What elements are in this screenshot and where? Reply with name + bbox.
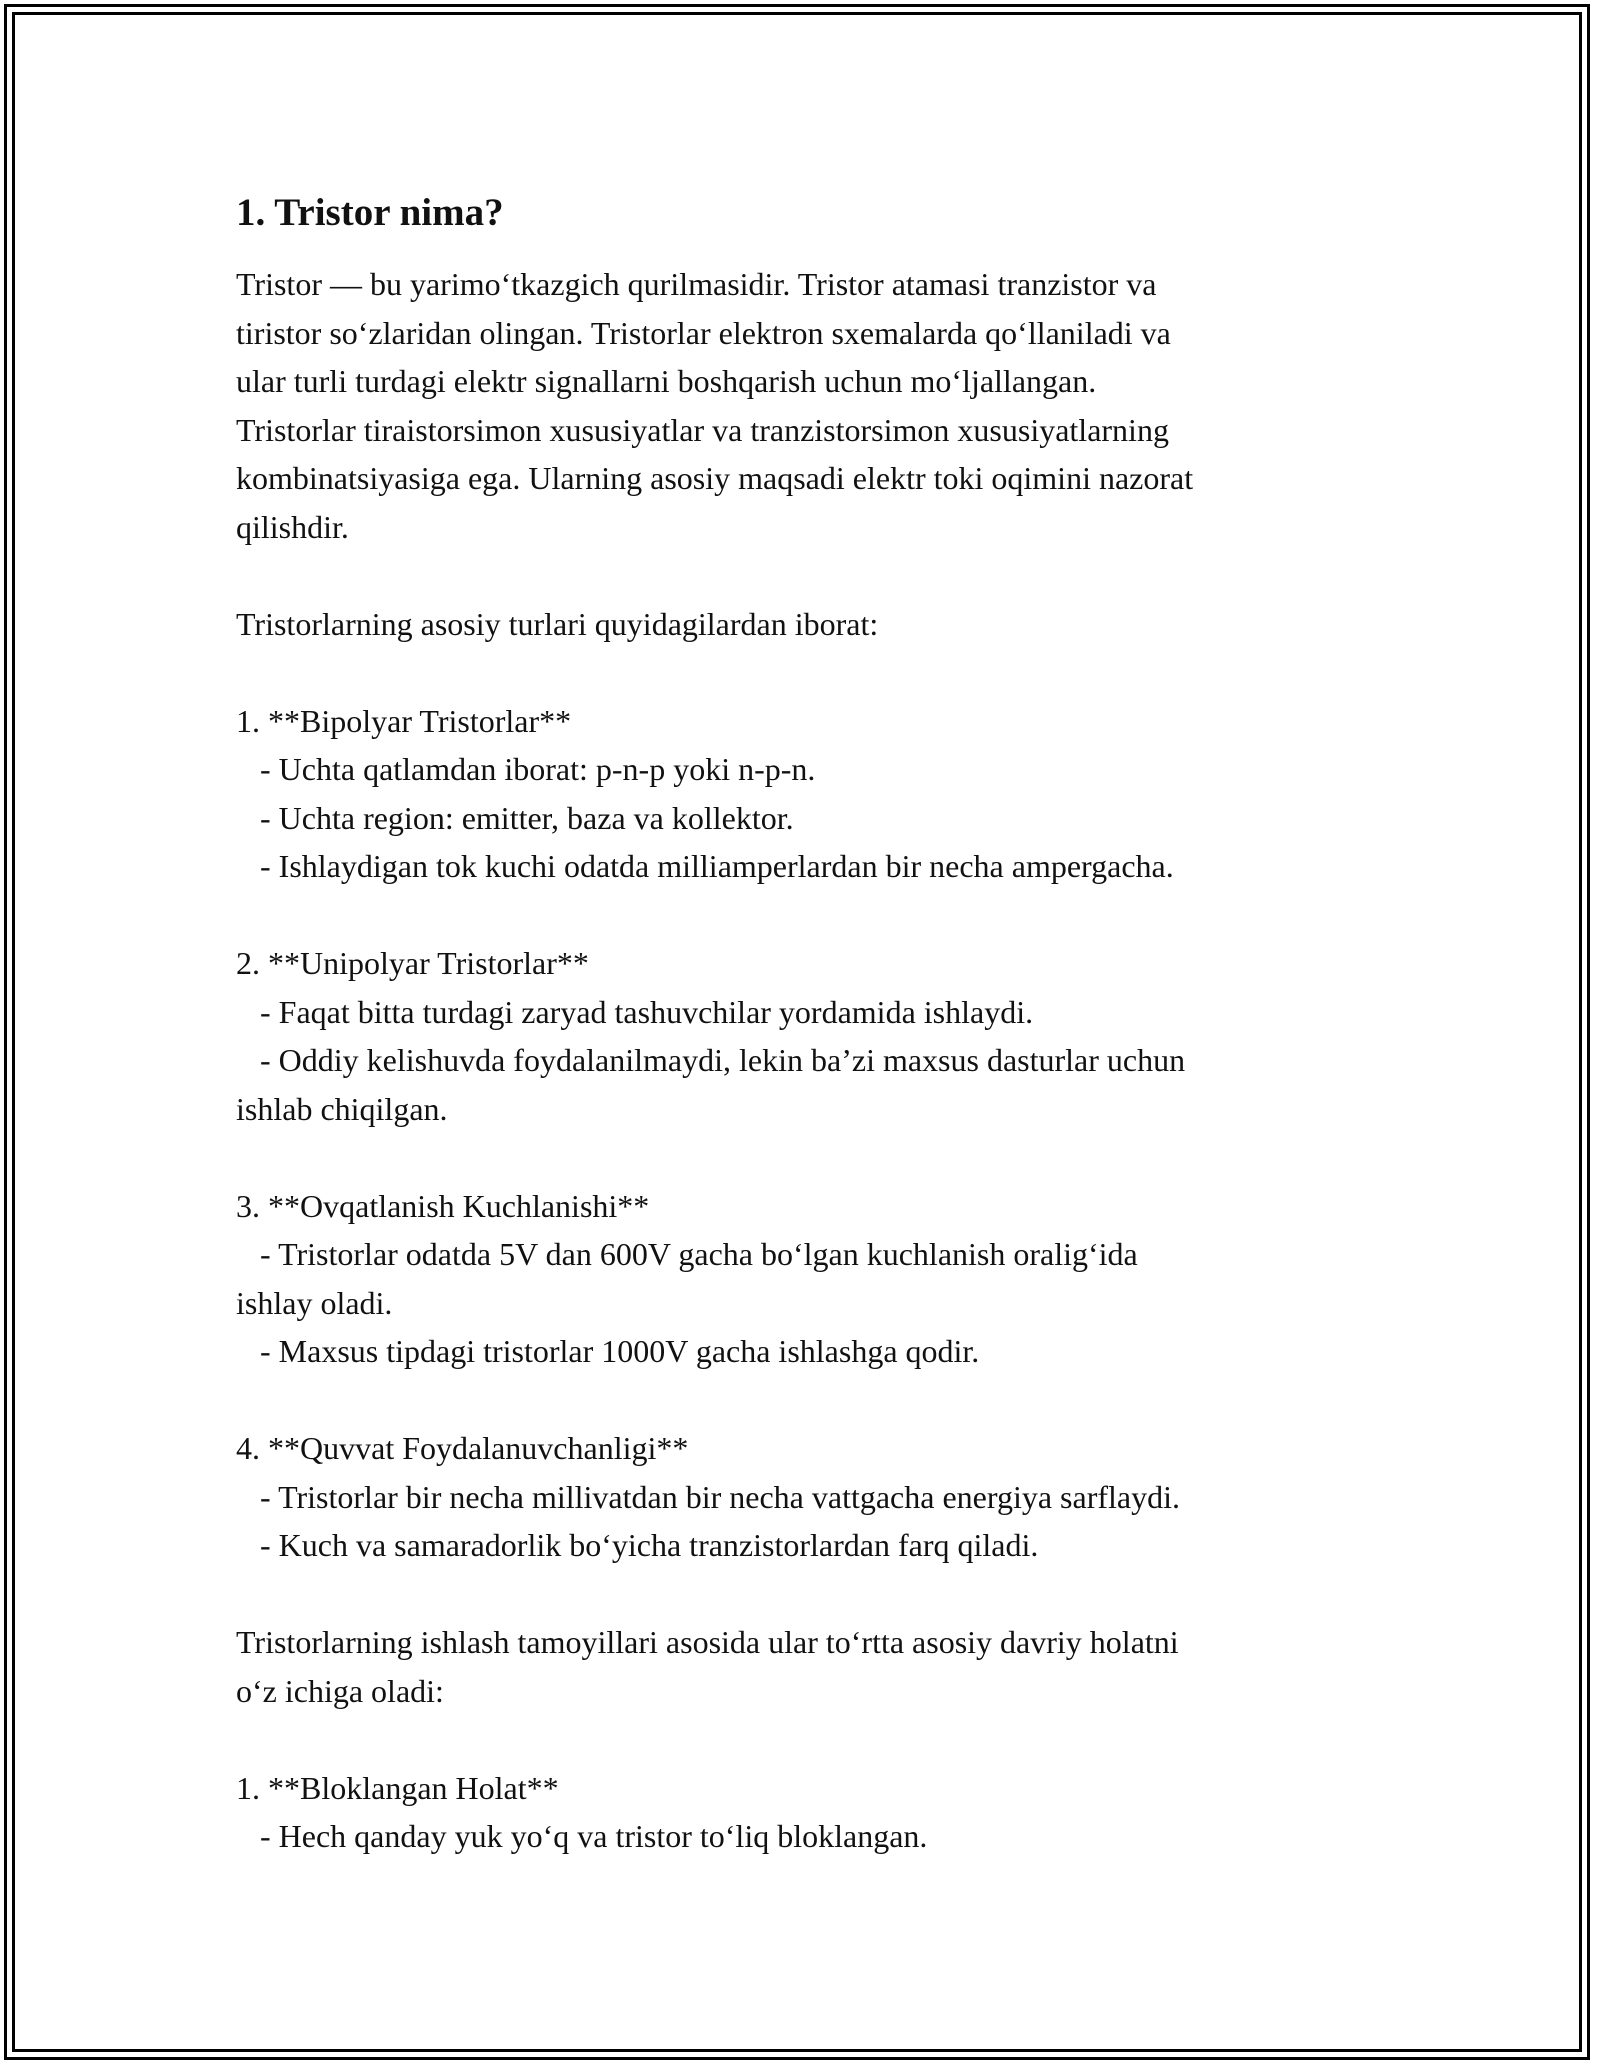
document-body	[236, 186, 1346, 1861]
intro-line: Tristor — bu yarimo‘tkazgich qurilmasidir. Tristor atamasi tranzistor va	[236, 266, 1157, 302]
type-detail-line: ishlab chiqilgan.	[236, 1090, 448, 1127]
states-intro-line: Tristorlarning ishlash tamoyillari asosida ular to‘rtta asosiy davriy holatni	[236, 1624, 1179, 1660]
type-title: 2. **Unipolyar Tristorlar**	[236, 945, 589, 981]
type-detail-line: - Tristorlar bir necha millivatdan bir necha vattgacha energiya sarflaydi.	[236, 1478, 1180, 1515]
intro-line: ular turli turdagi elektr signallarni boshqarish uchun mo‘ljallangan.	[236, 363, 1097, 399]
state-item-blocked	[236, 1764, 1346, 1861]
spacer	[236, 1133, 1346, 1182]
intro-line: tiristor so‘zlaridan olingan. Tristorlar elektron sxemalarda qo‘llaniladi va	[236, 314, 1171, 351]
state-title: 1. **Bloklangan Holat**	[236, 1769, 559, 1806]
states-intro-paragraph	[236, 1618, 1346, 1715]
type-detail-line: - Oddiy kelishuvda foydalanilmaydi, lekin ba’zi maxsus dasturlar uchun	[236, 1042, 1186, 1078]
section-heading: 1. Tristor nima?	[236, 191, 504, 234]
type-detail-line: - Uchta qatlamdan iborat: p-n-p yoki n-p-n.	[236, 751, 816, 787]
type-title: 3. **Ovqatlanish Kuchlanishi**	[236, 1187, 650, 1224]
type-item-voltage	[236, 1182, 1346, 1376]
spacer	[236, 648, 1346, 697]
intro-line: Tristorlar tiraistorsimon xususiyatlar va tranzistorsimon xususiyatlarning	[236, 411, 1169, 448]
type-detail-line: - Uchta region: emitter, baza va kollektor.	[236, 799, 794, 836]
spacer	[236, 1376, 1346, 1425]
type-item-bipolar	[236, 697, 1346, 891]
type-detail-line: - Tristorlar odatda 5V dan 600V gacha bo‘lgan kuchlanish oralig‘ida	[236, 1236, 1138, 1272]
intro-paragraph	[236, 260, 1346, 551]
type-title: 4. **Quvvat Foydalanuvchanligi**	[236, 1430, 689, 1466]
type-title: 1. **Bipolyar Tristorlar**	[236, 702, 572, 739]
spacer	[236, 551, 1346, 600]
spacer	[236, 1570, 1346, 1619]
types-intro: Tristorlarning asosiy turlari quyidagilardan iborat:	[236, 605, 879, 642]
spacer	[236, 891, 1346, 940]
type-detail-line: - Ishlaydigan tok kuchi odatda milliamperlardan bir necha ampergacha.	[236, 848, 1174, 884]
type-item-unipolar	[236, 939, 1346, 1133]
type-detail-line: - Maxsus tipdagi tristorlar 1000V gacha ishlashga qodir.	[236, 1333, 980, 1369]
spacer	[236, 1715, 1346, 1764]
intro-line: qilishdir.	[236, 508, 349, 545]
state-detail-line: - Hech qanday yuk yo‘q va tristor to‘liq bloklangan.	[236, 1818, 928, 1854]
intro-line: kombinatsiyasiga ega. Ularning asosiy maqsadi elektr toki oqimini nazorat	[236, 460, 1194, 496]
type-detail-line: - Kuch va samaradorlik bo‘yicha tranzistorlardan farq qiladi.	[236, 1527, 1039, 1563]
type-detail-line: - Faqat bitta turdagi zaryad tashuvchilar yordamida ishlaydi.	[236, 993, 1034, 1030]
type-detail-line: ishlay oladi.	[236, 1284, 393, 1321]
states-intro-line: o‘z ichiga oladi:	[236, 1672, 444, 1709]
type-item-power	[236, 1424, 1346, 1570]
